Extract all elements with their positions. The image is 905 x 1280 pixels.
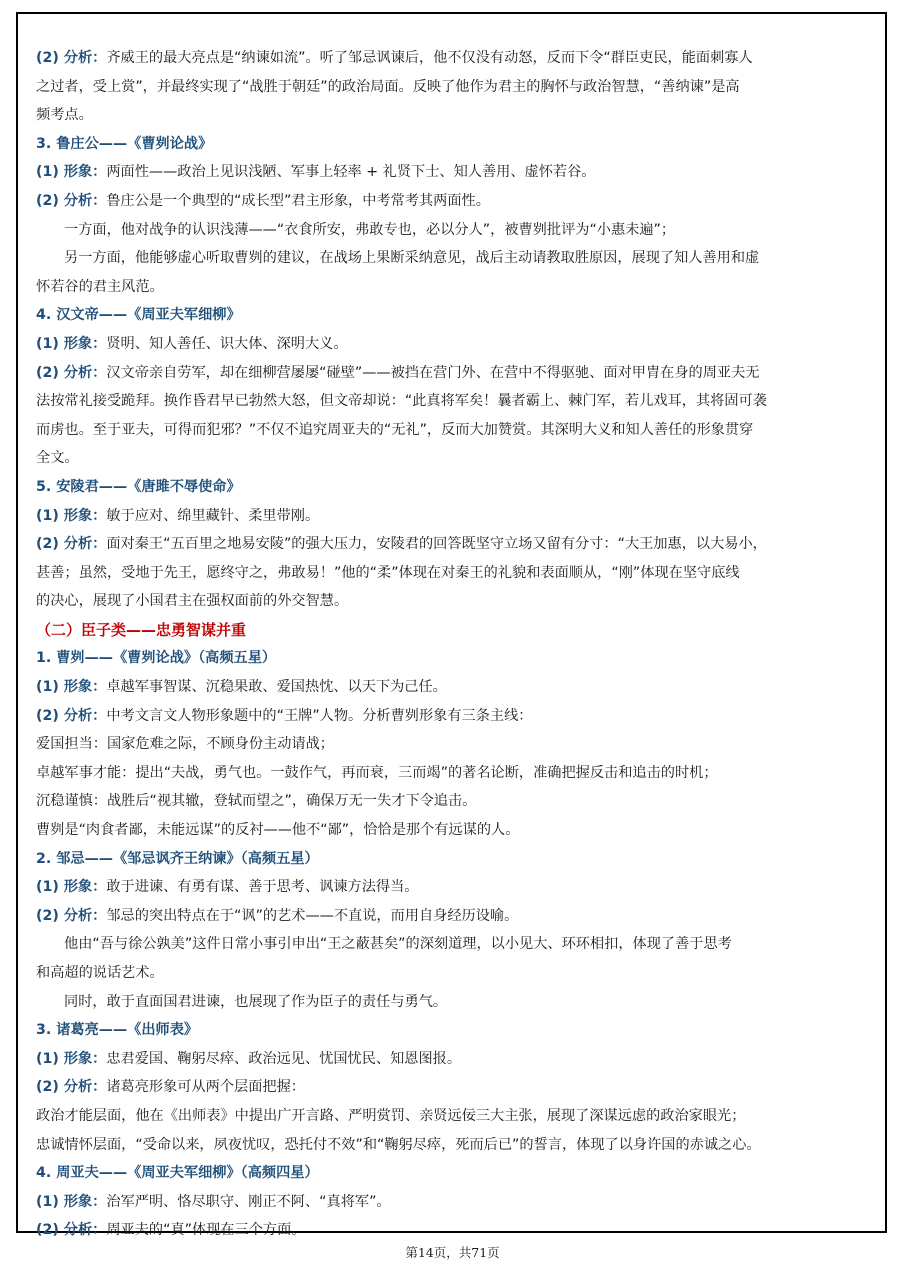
text-line (36, 187, 864, 216)
text-line (36, 502, 864, 531)
item-label: (1) 形象： (36, 879, 107, 896)
line-text: 频考点。 (36, 107, 93, 124)
line-text: 治军严明、恪尽职守、刚正不阿、“真将军”。 (106, 1193, 391, 1210)
text-line (36, 787, 864, 816)
line-text: 曹刿是“肉食者鄙，未能远谋”的反衬——他不“鄙”，恰恰是那个有远谋的人。 (36, 822, 520, 839)
item-label: (1) 形象： (36, 335, 107, 352)
item-label: (2) 分析： (36, 192, 107, 209)
text-line (36, 359, 864, 388)
line-text: 忠诚情怀层面，“受命以来，夙夜忧叹，恐托付不效”和“鞠躬尽瘁，死而后已”的誓言，体现了以身许国的赤诚之心。 (36, 1136, 761, 1153)
section-heading (36, 845, 864, 874)
line-text: 法按常礼接受跪拜。换作昏君早已勃然大怒，但文帝却说：“此真将军矣！曩者霸上、棘门军，若儿戏耳，其将固可袭 (36, 393, 767, 410)
line-text: 和高超的说话艺术。 (36, 965, 164, 981)
text-line (36, 959, 864, 988)
line-text: 两面性——政治上见识浅陋、军事上轻率 + 礼贤下士、知人善用、虚怀若谷。 (106, 164, 596, 181)
text-line (36, 730, 864, 759)
line-text: 他由“吾与徐公孰美”这件日常小事引申出“王之蔽甚矣”的深刻道理，以小见大、环环相扣，体现了善于思考 (64, 936, 732, 953)
line-text: 中考文言文人物形象题中的“王牌”人物。分析曹刿形象有三条主线： (106, 707, 533, 724)
text-line (36, 930, 864, 959)
heading-text: 5. 安陵君——《唐雎不辱使命》 (36, 478, 241, 495)
category-heading (36, 616, 864, 645)
line-text: 全文。 (36, 450, 79, 467)
line-text: 忠君爱国、鞠躬尽瘁、政治远见、忧国忧民、知恩图报。 (106, 1050, 462, 1067)
line-text: 的决心，展现了小国君主在强权面前的外交智慧。 (36, 593, 349, 610)
item-label: (2) 分析： (36, 50, 107, 66)
section-heading (36, 473, 864, 502)
document-body (36, 44, 864, 1245)
text-line (36, 530, 864, 559)
text-line (36, 216, 864, 245)
line-text: 汉文帝亲自劳军，却在细柳营屡屡“碰壁”——被挡在营门外、在营中不得驱驰、面对甲胄在身的周亚夫无 (106, 364, 760, 381)
section-heading (36, 130, 864, 159)
text-line (36, 1131, 864, 1160)
text-line (36, 816, 864, 845)
text-line (36, 73, 864, 102)
text-line (36, 1102, 864, 1131)
line-text: 沉稳谨慎：战胜后“视其辙，登轼而望之”，确保万无一失才下令追击。 (36, 793, 477, 810)
text-line (36, 988, 864, 1017)
line-text: 另一方面，他能够虚心听取曹刿的建议，在战场上果断采纳意见，战后主动请教取胜原因，展现了知人善用和虚 (64, 250, 760, 267)
text-line (36, 273, 864, 302)
text-line (36, 1045, 864, 1074)
section-heading (36, 1016, 864, 1045)
item-label: (1) 形象： (36, 1050, 107, 1067)
section-heading (36, 301, 864, 330)
item-label: (1) 形象： (36, 164, 107, 181)
item-label: (2) 分析： (36, 1079, 107, 1096)
text-line (36, 702, 864, 731)
text-line (36, 1073, 864, 1102)
text-line (36, 559, 864, 588)
text-line (36, 759, 864, 788)
line-text: 邹忌的突出特点在于“讽”的艺术——不直说，而用自身经历设喻。 (106, 907, 519, 924)
line-text: 同时，敢于直面国君进谏，也展现了作为臣子的责任与勇气。 (64, 993, 448, 1010)
heading-text: 3. 诸葛亮——《出师表》 (36, 1022, 199, 1039)
line-text: 鲁庄公是一个典型的“成长型”君主形象，中考常考其两面性。 (106, 192, 490, 209)
heading-text: 2. 邹忌——《邹忌讽齐王纳谏》（高频五星） (36, 850, 319, 867)
text-line (36, 387, 864, 416)
line-text: 爱国担当：国家危难之际，不顾身份主动请战； (36, 736, 334, 753)
line-text: 而虏也。至于亚夫，可得而犯邪？”不仅不追究周亚夫的“无礼”，反而大加赞赏。其深明大义和知人善任的形象贯穿 (36, 421, 754, 438)
line-text: 一方面，他对战争的认识浅薄——“衣食所安，弗敢专也，必以分人”，被曹刿批评为“小惠未遍”； (64, 221, 676, 238)
item-label: (2) 分析： (36, 907, 107, 924)
page-footer: 第14页，共71页 (405, 1245, 500, 1260)
line-text: 敏于应对、绵里藏针、柔里带刚。 (106, 507, 320, 524)
text-line (36, 416, 864, 445)
text-line (36, 444, 864, 473)
line-text: 齐威王的最大亮点是“纳谏如流”。听了邹忌讽谏后，他不仅没有动怒，反而下令“群臣吏民，能面刺寡人 (106, 50, 753, 66)
section-heading (36, 1159, 864, 1188)
text-line (36, 244, 864, 273)
text-line (36, 44, 864, 73)
text-line (36, 587, 864, 616)
line-text: 政治才能层面，他在《出师表》中提出广开言路、严明赏罚、亲贤远佞三大主张，展现了深谋远虑的政治家眼光； (36, 1107, 746, 1124)
item-label: (1) 形象： (36, 679, 107, 696)
text-line (36, 902, 864, 931)
line-text: 怀若谷的君主风范。 (36, 278, 164, 295)
line-text: 贤明、知人善任、识大体、深明大义。 (106, 335, 348, 352)
line-text: 之过者，受上赏”，并最终实现了“战胜于朝廷”的政治局面。反映了他作为君主的胸怀与政治智慧，“善纳谏”是高 (36, 78, 740, 95)
line-text: 诸葛亮形象可从两个层面把握： (106, 1079, 305, 1096)
text-line (36, 673, 864, 702)
text-line (36, 330, 864, 359)
item-label: (1) 形象： (36, 1193, 107, 1210)
category-text: （二）臣子类——忠勇智谋并重 (36, 620, 247, 639)
text-line (36, 101, 864, 130)
section-heading (36, 644, 864, 673)
text-line (36, 1188, 864, 1217)
item-label: (2) 分析： (36, 1222, 107, 1239)
item-label: (1) 形象： (36, 507, 107, 524)
heading-text: 1. 曹刿——《曹刿论战》（高频五星） (36, 650, 277, 667)
item-label: (2) 分析： (36, 364, 107, 381)
line-text: 面对秦王“五百里之地易安陵”的强大压力，安陵君的回答既坚守立场又留有分寸：“大王加惠，以大易小， (106, 536, 767, 553)
heading-text: 3. 鲁庄公——《曹刿论战》 (36, 135, 213, 152)
text-line (36, 873, 864, 902)
item-label: (2) 分析： (36, 707, 107, 724)
text-line (36, 158, 864, 187)
line-text: 甚善；虽然，受地于先王，愿终守之，弗敢易！”他的“柔”体现在对秦王的礼貌和表面顺从，“刚”体现在坚守底线 (36, 564, 740, 581)
line-text: 卓越军事才能：提出“夫战，勇气也。一鼓作气，再而衰，三而竭”的著名论断，准确把握反击和追击的时机； (36, 764, 718, 781)
heading-text: 4. 汉文帝——《周亚夫军细柳》 (36, 307, 241, 324)
heading-text: 4. 周亚夫——《周亚夫军细柳》（高频四星） (36, 1165, 319, 1182)
line-text: 周亚夫的“真”体现在三个方面。 (106, 1222, 306, 1239)
item-label: (2) 分析： (36, 536, 107, 553)
line-text: 卓越军事智谋、沉稳果敢、爱国热忱、以天下为己任。 (106, 679, 447, 696)
line-text: 敢于进谏、有勇有谋、善于思考、讽谏方法得当。 (106, 879, 419, 896)
text-line (36, 1216, 864, 1245)
